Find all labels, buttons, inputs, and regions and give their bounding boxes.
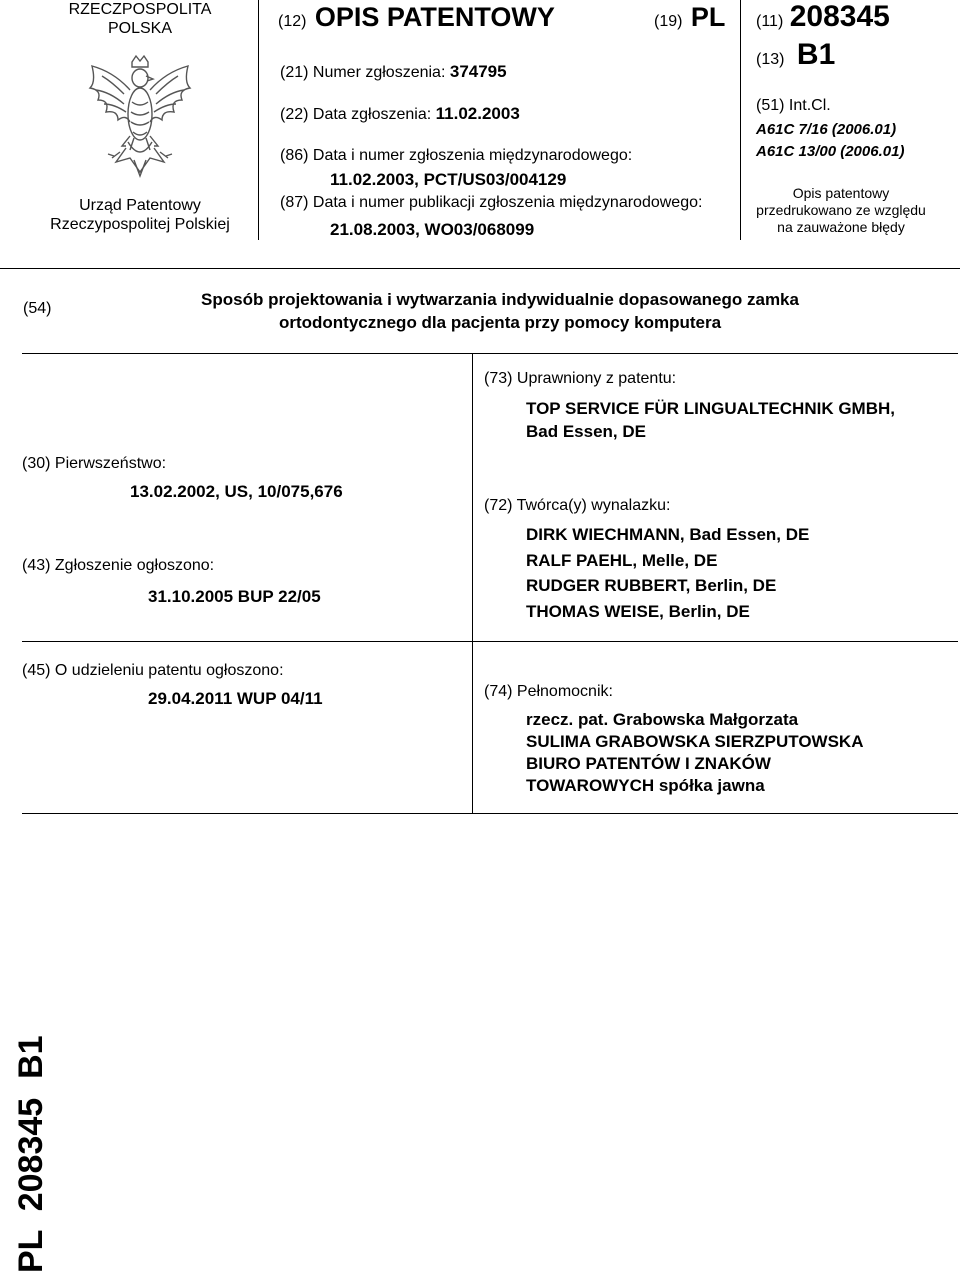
- patent-number-row: [756, 0, 890, 34]
- inventors-label: (72) Twórca(y) wynalazku:: [484, 497, 671, 514]
- inventor-item: RALF PAEHL, Melle, DE: [526, 550, 718, 570]
- code-12: (12): [278, 13, 307, 30]
- code-13: (13): [756, 51, 785, 68]
- attorney-label: (74) Pełnomocnik:: [484, 683, 613, 700]
- filing-date-label: (22) Data zgłoszenia:: [280, 106, 432, 123]
- country-name: [40, 0, 240, 38]
- filing-date: 11.02.2003: [435, 104, 520, 123]
- attorney-line: rzecz. pat. Grabowska Małgorzata: [526, 710, 799, 729]
- owner-line2: Bad Essen, DE: [526, 422, 646, 441]
- column-divider-upper: [472, 353, 473, 641]
- country-line1: RZECZPOSPOLITA: [68, 1, 212, 18]
- filing-date-row: [280, 104, 520, 124]
- code-11: (11): [756, 13, 784, 30]
- attorney-line: BIURO PATENTÓW I ZNAKÓW: [526, 754, 771, 773]
- title-code: (54): [23, 300, 52, 317]
- column-divider-lower: [472, 641, 473, 813]
- priority-label: (30) Pierwszeństwo:: [22, 455, 167, 472]
- kind-code-row: [756, 38, 835, 72]
- attorney-line: SULIMA GRABOWSKA SIERZPUTOWSKA: [526, 732, 864, 751]
- published-value: 31.10.2005 BUP 22/05: [148, 587, 321, 606]
- title-line1: Sposób projektowania i wytwarzania indywidualnie dopasowanego zamka: [201, 290, 799, 309]
- priority-value: 13.02.2002, US, 10/075,676: [130, 482, 343, 501]
- code-19: (19): [654, 13, 683, 30]
- country-code-row: [654, 2, 725, 33]
- reprint-note: [756, 185, 926, 236]
- application-number-label: (21) Numer zgłoszenia:: [280, 64, 446, 81]
- intcl-classification-2: A61C 13/00 (2006.01): [756, 143, 905, 160]
- granted-label: (45) O udzieleniu patentu ogłoszono:: [22, 662, 284, 679]
- intcl-classification-1: A61C 7/16 (2006.01): [756, 121, 897, 138]
- title-bottom-rule: [22, 353, 958, 354]
- reprint-line2: przedrukowano ze względu: [756, 202, 926, 218]
- title-line2: ortodontycznego dla pacjenta przy pomocy komputera: [278, 313, 722, 332]
- country-line2: POLSKA: [107, 20, 173, 37]
- granted-value: 29.04.2011 WUP 04/11: [148, 689, 323, 708]
- patent-owner: [526, 397, 895, 443]
- header-bottom-rule: [0, 268, 960, 269]
- header-divider-right: [740, 0, 741, 240]
- polish-eagle-emblem-icon: [84, 52, 196, 186]
- header-divider-left: [258, 0, 259, 240]
- owner-label: (73) Uprawniony z patentu:: [484, 370, 677, 387]
- middle-rule: [22, 641, 958, 642]
- inventor-item: RUDGER RUBBERT, Berlin, DE: [526, 576, 777, 595]
- kind-code: B1: [796, 38, 836, 71]
- office-line1: Urząd Patentowy: [79, 197, 201, 214]
- inventors-list: [526, 522, 809, 624]
- invention-title: [140, 288, 860, 334]
- application-number-row: [280, 62, 507, 82]
- attorney-line: TOWAROWYCH spółka jawna: [526, 776, 765, 795]
- intl-publication-value: 21.08.2003, WO03/068099: [330, 220, 535, 239]
- intl-publication-label: (87) Data i numer publikacji zgłoszenia międzynarodowego:: [280, 194, 703, 211]
- document-type: OPIS PATENTOWY: [314, 2, 555, 32]
- side-patent-label: PL 208345 B1: [12, 1035, 50, 1273]
- body-bottom-rule: [22, 813, 958, 814]
- attorney-block: [526, 709, 863, 797]
- inventor-item: DIRK WIECHMANN, Bad Essen, DE: [526, 525, 810, 544]
- reprint-line1: Opis patentowy: [792, 185, 890, 201]
- inventor-item: THOMAS WEISE, Berlin, DE: [526, 601, 750, 621]
- reprint-line3: na zauważone błędy: [777, 219, 905, 235]
- intl-filing-label: (86) Data i numer zgłoszenia międzynarodowego:: [280, 147, 633, 164]
- document-type-row: [278, 2, 555, 33]
- country-code: PL: [690, 2, 726, 32]
- intcl-label: (51) Int.Cl.: [756, 97, 831, 114]
- office-line2: Rzeczypospolitej Polskiej: [50, 216, 230, 233]
- published-label: (43) Zgłoszenie ogłoszono:: [22, 557, 215, 574]
- application-number: 374795: [449, 62, 507, 81]
- intl-filing-value: 11.02.2003, PCT/US03/004129: [330, 170, 567, 189]
- patent-office-name: [40, 196, 240, 234]
- owner-line1: TOP SERVICE FÜR LINGUALTECHNIK GMBH,: [526, 399, 895, 418]
- patent-number: 208345: [789, 0, 890, 33]
